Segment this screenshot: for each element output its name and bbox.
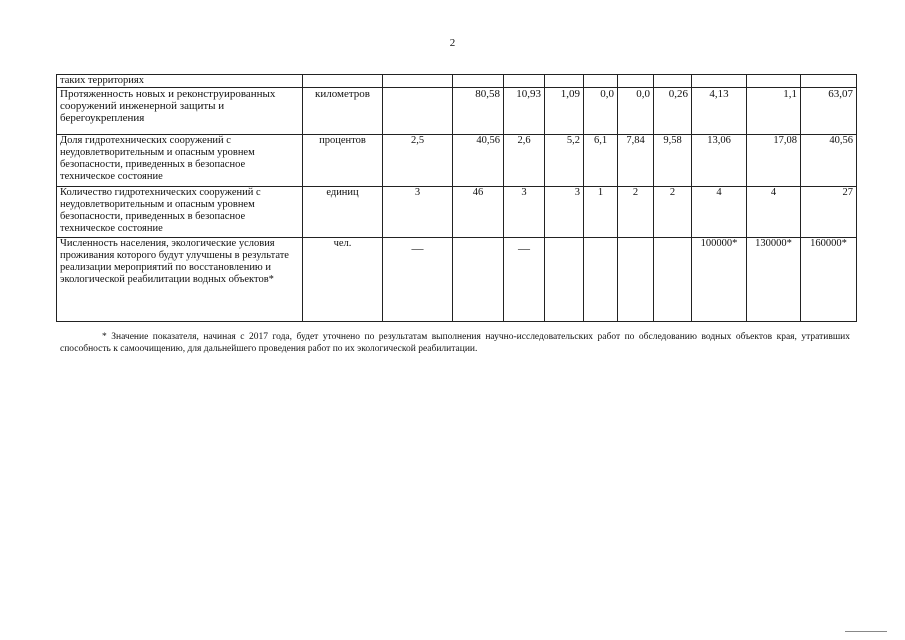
value-cell: 80,58 bbox=[453, 88, 504, 135]
value-cell bbox=[504, 75, 545, 88]
indicator-name: Доля гидротехнических сооружений с неудовлетворительным и опасным уровнем безопасности, приведенных в безопасное техническое состояние bbox=[57, 135, 303, 187]
value-cell: 63,07 bbox=[801, 88, 857, 135]
indicator-name: Протяженность новых и реконструированных сооружений инженерной защиты и берегоукрепления bbox=[57, 88, 303, 135]
table-row bbox=[57, 75, 857, 88]
indicator-unit bbox=[303, 75, 383, 88]
indicator-name: Численность населения, экологические условия проживания которого будут улучшены в результате реализации мероприятий по восстановлению и экологической реабилитации водных объектов* bbox=[57, 238, 303, 322]
value-cell bbox=[383, 88, 453, 135]
value-cell: 130000* bbox=[747, 238, 801, 322]
value-cell bbox=[383, 75, 453, 88]
value-cell bbox=[584, 238, 618, 322]
indicator-unit: чел. bbox=[303, 238, 383, 322]
value-cell: 160000* bbox=[801, 238, 857, 322]
value-cell: 4 bbox=[692, 187, 747, 238]
value-cell: 40,56 bbox=[801, 135, 857, 187]
value-cell: 100000* bbox=[692, 238, 747, 322]
value-cell: 9,58 bbox=[654, 135, 692, 187]
value-cell: 1,1 bbox=[747, 88, 801, 135]
value-cell: 0,26 bbox=[654, 88, 692, 135]
value-cell: — bbox=[411, 241, 424, 255]
value-cell bbox=[692, 75, 747, 88]
value-cell: 2,5 bbox=[383, 135, 453, 187]
value-cell: 27 bbox=[801, 187, 857, 238]
value-cell: 17,08 bbox=[747, 135, 801, 187]
value-cell bbox=[584, 75, 618, 88]
indicator-unit: процентов bbox=[303, 135, 383, 187]
value-cell: 3 bbox=[545, 187, 584, 238]
footnote: * Значение показателя, начиная с 2017 года, будет уточнено по результатам выполнения научно-исследовательских работ по обследованию водных объектов края, утративших способность к самоочищению, для дальнейшего проведения работ по их экологической реабилитации. bbox=[60, 332, 850, 354]
value-cell: 3 bbox=[504, 187, 545, 238]
indicator-name: Количество гидротехнических сооружений с неудовлетворительным и опасным уровнем безопасности, приведенных в безопасное техническое состояние bbox=[57, 187, 303, 238]
value-cell: 1 bbox=[584, 187, 618, 238]
value-cell: 13,06 bbox=[692, 135, 747, 187]
value-cell: 6,1 bbox=[584, 135, 618, 187]
value-cell bbox=[545, 75, 584, 88]
value-cell bbox=[618, 238, 654, 322]
value-cell: 1,09 bbox=[545, 88, 584, 135]
value-cell bbox=[654, 238, 692, 322]
indicator-unit: единиц bbox=[303, 187, 383, 238]
table-row bbox=[57, 135, 857, 187]
page-number: 2 bbox=[449, 37, 456, 49]
value-cell: — bbox=[518, 241, 530, 255]
value-cell: 0,0 bbox=[584, 88, 618, 135]
value-cell: 2 bbox=[618, 187, 654, 238]
value-cell bbox=[747, 75, 801, 88]
value-cell: 4 bbox=[747, 187, 801, 238]
value-cell bbox=[801, 75, 857, 88]
table-row bbox=[57, 238, 857, 322]
value-cell: 0,0 bbox=[618, 88, 654, 135]
value-cell: 46 bbox=[453, 187, 504, 238]
indicator-unit: километров bbox=[303, 88, 383, 135]
table-row bbox=[57, 88, 857, 135]
scan-divider bbox=[845, 631, 887, 632]
value-cell bbox=[453, 238, 504, 322]
value-cell: 2,6 bbox=[504, 135, 545, 187]
value-cell bbox=[545, 238, 584, 322]
value-cell: 7,84 bbox=[618, 135, 654, 187]
value-cell: 2 bbox=[654, 187, 692, 238]
value-cell bbox=[618, 75, 654, 88]
table-row bbox=[57, 187, 857, 238]
value-cell: 3 bbox=[383, 187, 453, 238]
value-cell: 10,93 bbox=[504, 88, 545, 135]
indicators-table bbox=[56, 74, 857, 322]
value-cell: 40,56 bbox=[453, 135, 504, 187]
value-cell bbox=[453, 75, 504, 88]
value-cell: 4,13 bbox=[692, 88, 747, 135]
indicator-name: таких территориях bbox=[57, 75, 303, 88]
value-cell: 5,2 bbox=[545, 135, 584, 187]
value-cell bbox=[654, 75, 692, 88]
